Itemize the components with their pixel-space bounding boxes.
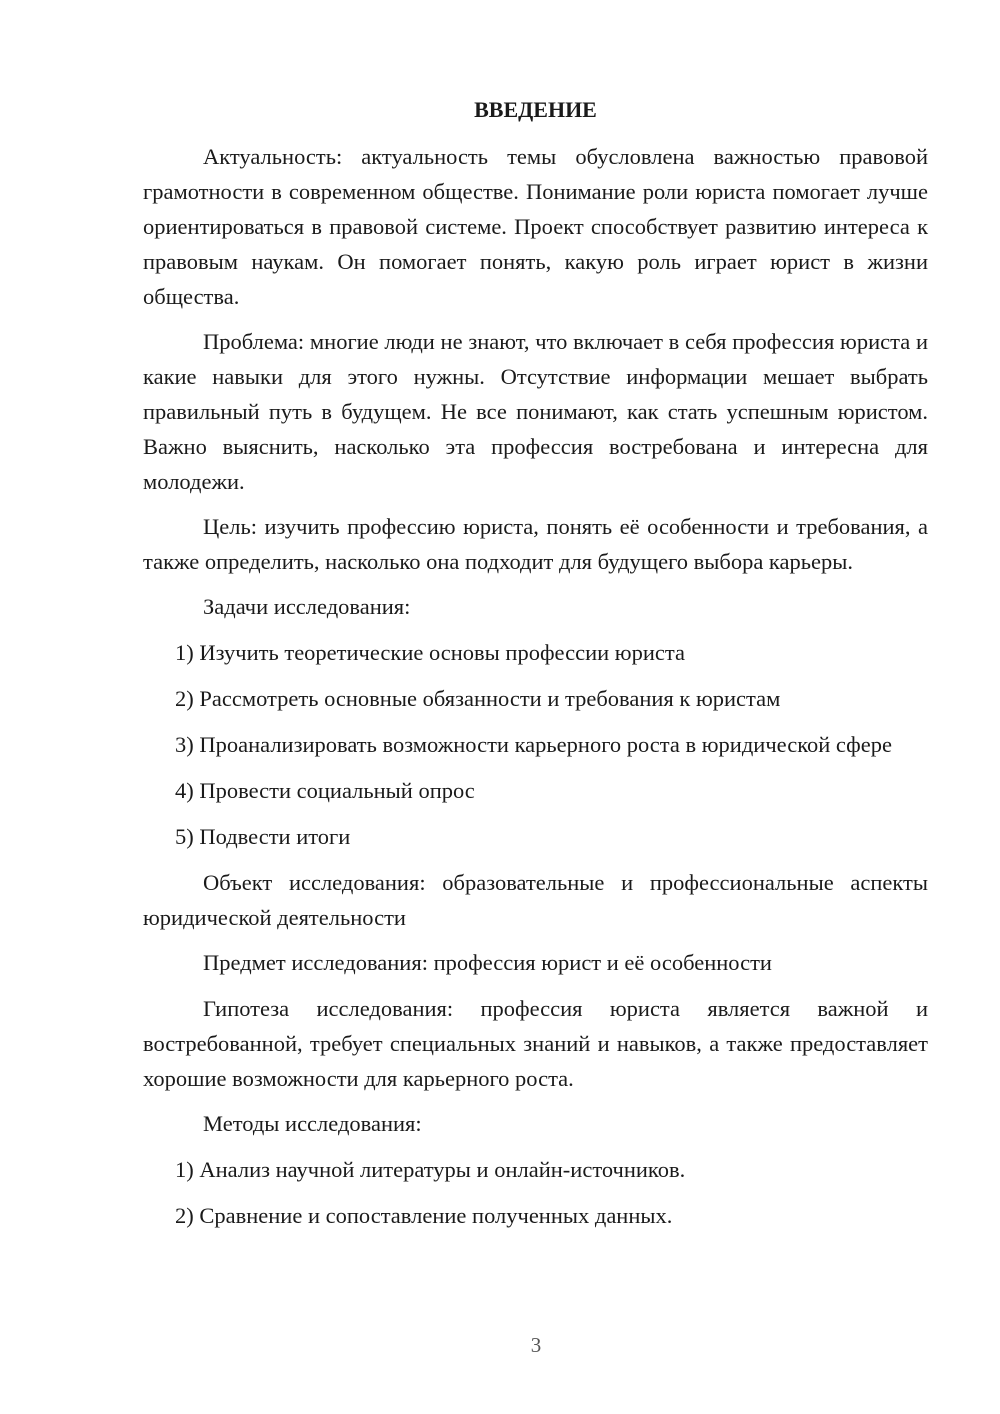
hypothesis-paragraph: Гипотеза исследования: профессия юриста является важной и востребованной, требует специальных знаний и навыков, а также предоставляет хорошие возможности для карьерного роста. (143, 996, 928, 1091)
tasks-heading: Задачи исследования: (203, 594, 411, 619)
task-item: 2) Рассмотреть основные обязанности и требования к юристам (175, 686, 781, 711)
task-item: 3) Проанализировать возможности карьерного роста в юридической сфере (175, 732, 892, 757)
task-item: 1) Изучить теоретические основы профессии юриста (175, 640, 685, 665)
object-paragraph: Объект исследования: образовательные и профессиональные аспекты юридической деятельности (143, 870, 928, 930)
methods-heading: Методы исследования: (203, 1111, 422, 1136)
problem-paragraph: Проблема: многие люди не знают, что включает в себя профессия юриста и какие навыки для этого нужны. Отсутствие информации мешает выбрать правильный путь в будущем. Не все понимают, как стать успешным юристом. Важно выяснить, насколько эта профессия востребована и интересна для молодежи. (143, 329, 928, 494)
method-item: 2) Сравнение и сопоставление полученных данных. (175, 1203, 673, 1228)
page-title: ВВЕДЕНИЕ (474, 97, 597, 122)
document-page (143, 95, 928, 1244)
task-item: 4) Провести социальный опрос (175, 778, 475, 803)
page-number: 3 (530, 1333, 542, 1357)
task-item: 5) Подвести итоги (175, 824, 351, 849)
method-item: 1) Анализ научной литературы и онлайн-источников. (175, 1157, 686, 1182)
subject-paragraph: Предмет исследования: профессия юрист и её особенности (203, 950, 772, 975)
goal-paragraph: Цель: изучить профессию юриста, понять её особенности и требования, а также определить, насколько она подходит для будущего выбора карьеры. (143, 514, 928, 574)
relevance-paragraph: Актуальность: актуальность темы обусловлена важностью правовой грамотности в современном обществе. Понимание роли юриста помогает лучше ориентироваться в правовой системе. Проект способствует развитию интереса к правовым наукам. Он помогает понять, какую роль играет юрист в жизни общества. (143, 144, 928, 309)
